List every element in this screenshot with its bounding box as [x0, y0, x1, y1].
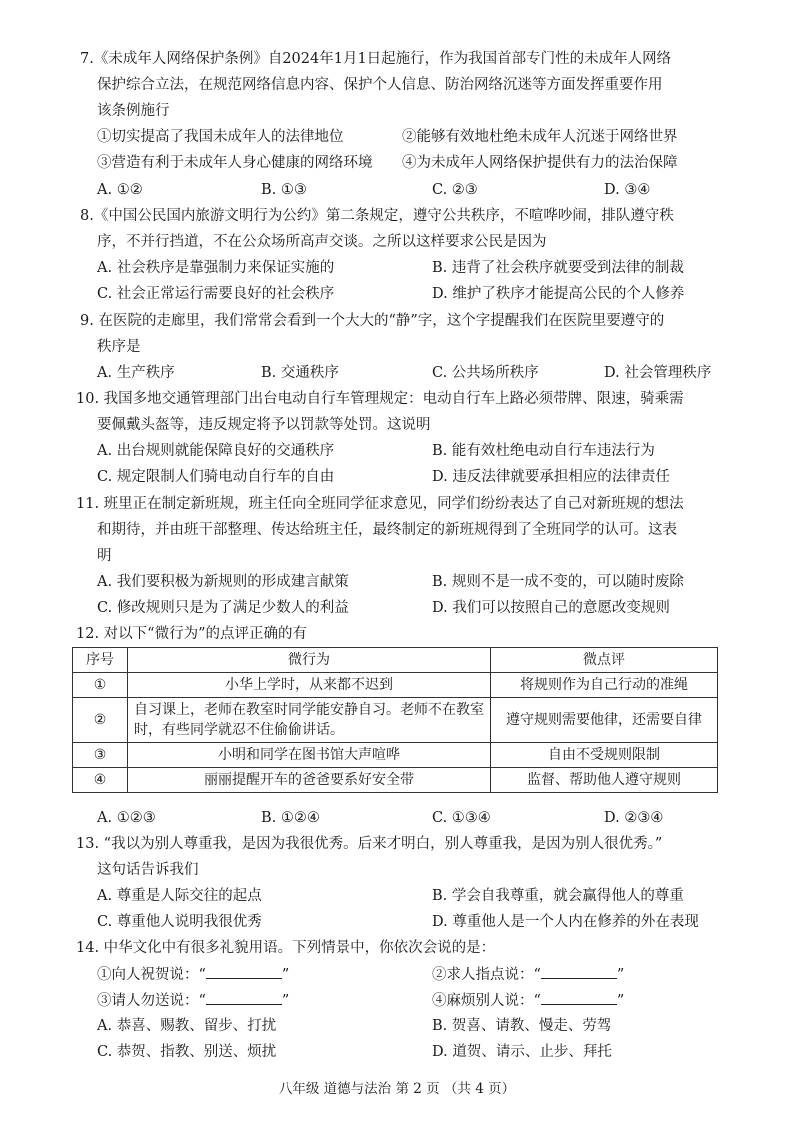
row-number: ① — [73, 673, 128, 698]
q10-option-d: D. 违反法律就要承担相应的法律责任 — [432, 469, 670, 485]
q10-stem-line-1: 10. 我国多地交通管理部门出台电动自行车管理规定：电动自行车上路必须带牌、限速，骑乘需 — [76, 391, 684, 407]
q7-option-d: D. ③④ — [604, 182, 651, 198]
table-row — [73, 673, 718, 698]
q10-option-a: A. 出台规则就能保障良好的交通秩序 — [97, 443, 335, 459]
q8-option-c: C. 社会正常运行需要良好的社会秩序 — [97, 286, 335, 302]
q12-header-comment: 微点评 — [491, 648, 718, 673]
q12-header-behavior: 微行为 — [128, 648, 491, 673]
q7-option-b: B. ①③ — [261, 182, 307, 198]
q14-stem: 14. 中华文化中有很多礼貌用语。下列情景中，你依次会说的是： — [76, 940, 496, 956]
table-row — [73, 698, 718, 743]
q9-option-d: D. 社会管理秩序 — [604, 365, 712, 381]
q14-prompt-3-text: ③请人勿送说：“ — [97, 993, 206, 1009]
q11-stem-line-2: 和期待，并由班干部整理、传达给班主任，最终制定的新班规得到了全班同学的认可。这表 — [97, 522, 677, 538]
q7-option-a: A. ①② — [97, 182, 143, 198]
row-number: ④ — [73, 768, 128, 793]
q11-stem-line-1: 11. 班里正在制定新班规，班主任向全班同学征求意见，同学们纷纷表达了自己对新班规的想法 — [76, 496, 684, 512]
q7-option-c: C. ②③ — [432, 182, 478, 198]
q12-option-b: B. ①②④ — [261, 810, 320, 826]
q8-option-b: B. 违背了社会秩序就要受到法律的制裁 — [432, 260, 684, 276]
q10-option-c: C. 规定限制人们骑电动自行车的自由 — [97, 469, 335, 485]
q9-stem-line-2: 秩序是 — [97, 339, 141, 355]
q10-stem-line-2: 要佩戴头盔等，违反规定将予以罚款等处罚。这说明 — [97, 417, 431, 433]
q8-stem-line-2: 序，不并行挡道，不在公众场所高声交谈。之所以这样要求公民是因为 — [97, 234, 547, 250]
q7-item-1: ①切实提高了我国未成年人的法律地位 — [97, 129, 344, 145]
q10-option-b: B. 能有效杜绝电动自行车违法行为 — [432, 443, 655, 459]
q8-option-a: A. 社会秩序是靠强制力来保证实施的 — [97, 260, 335, 276]
q8-stem-line-1: 8.《中国公民国内旅游文明行为公约》第二条规定，遵守公共秩序，不喧哗吵闹，排队遵守秩 — [80, 208, 674, 224]
q14-option-b: B. 贺喜、请教、慢走、劳驾 — [432, 1018, 612, 1034]
q14-prompt-3 — [97, 990, 289, 1011]
q14-prompt-4-text: ④麻烦别人说：“ — [432, 993, 541, 1009]
answer-blank — [206, 990, 282, 1005]
close-quote: ” — [281, 993, 290, 1009]
q12-table — [72, 647, 718, 793]
q7-stem-line-2: 保护综合立法，在规范网络信息内容、保护个人信息、防治网络沉迷等方面发挥重要作用 — [97, 77, 663, 93]
q7-item-2: ②能够有效地杜绝未成年人沉迷于网络世界 — [402, 129, 678, 145]
q7-item-4: ④为未成年人网络保护提供有力的法治保障 — [402, 155, 678, 171]
row-comment: 遵守规则需要他律，还需要自律 — [491, 698, 718, 743]
row-behavior: 丽丽提醒开车的爸爸要系好安全带 — [128, 768, 491, 793]
close-quote: ” — [281, 967, 290, 983]
row-behavior: 小华上学时，从来都不迟到 — [128, 673, 491, 698]
q14-prompt-2 — [432, 964, 624, 985]
q9-stem-line-1: 9. 在医院的走廊里，我们常常会看到一个大大的“静”字，这个字提醒我们在医院里要遵守的 — [80, 313, 665, 329]
close-quote: ” — [616, 967, 625, 983]
q12-header-number: 序号 — [73, 648, 128, 673]
q7-stem-line-1: 7.《未成年人网络保护条例》自2024年1月1日起施行，作为我国首部专门性的未成年人网络 — [80, 51, 672, 67]
q13-option-c: C. 尊重他人说明我很优秀 — [97, 914, 262, 930]
answer-blank — [541, 964, 617, 979]
q14-prompt-1 — [97, 964, 289, 985]
q9-option-a: A. 生产秩序 — [97, 365, 175, 381]
q13-option-b: B. 学会自我尊重，就会赢得他人的尊重 — [432, 888, 684, 904]
q11-option-a: A. 我们要积极为新规则的形成建言献策 — [97, 574, 349, 590]
q11-option-d: D. 我们可以按照自己的意愿改变规则 — [432, 600, 670, 616]
q12-option-d: D. ②③④ — [604, 810, 664, 826]
q9-option-c: C. 公共场所秩序 — [432, 365, 539, 381]
q12-option-a: A. ①②③ — [97, 810, 156, 826]
close-quote: ” — [616, 993, 625, 1009]
row-comment: 监督、帮助他人遵守规则 — [491, 768, 718, 793]
q14-option-d: D. 道贺、请示、止步、拜托 — [432, 1044, 612, 1060]
q13-stem-line-1: 13. “我以为别人尊重我，是因为我很优秀。后来才明白，别人尊重我，是因为别人很优秀。” — [76, 836, 663, 852]
q12-table-header — [73, 648, 718, 673]
q13-stem-line-2: 这句话告诉我们 — [97, 862, 199, 878]
row-number: ② — [73, 698, 128, 743]
answer-blank — [206, 964, 282, 979]
q14-option-a: A. 恭喜、赐教、留步、打扰 — [97, 1018, 277, 1034]
row-comment: 自由不受规则限制 — [491, 743, 718, 768]
q11-option-c: C. 修改规则只是为了满足少数人的利益 — [97, 600, 349, 616]
row-behavior: 小明和同学在图书馆大声喧哗 — [128, 743, 491, 768]
q7-item-3: ③营造有利于未成年人身心健康的网络环境 — [97, 155, 373, 171]
q7-stem-line-3: 该条例施行 — [97, 103, 170, 119]
q13-option-a: A. 尊重是人际交往的起点 — [97, 888, 262, 904]
row-number: ③ — [73, 743, 128, 768]
q14-prompt-1-text: ①向人祝贺说：“ — [97, 967, 206, 983]
q12-option-c: C. ①③④ — [432, 810, 491, 826]
q8-option-d: D. 维护了秩序才能提高公民的个人修养 — [432, 286, 685, 302]
q14-prompt-4 — [432, 990, 624, 1011]
q13-option-d: D. 尊重他人是一个人内在修养的外在表现 — [432, 914, 699, 930]
q11-stem-line-3: 明 — [97, 548, 112, 564]
q12-stem: 12. 对以下“微行为”的点评正确的有 — [76, 626, 307, 642]
page-footer: 八年级 道德与法治 第 2 页 （共 4 页） — [278, 1081, 516, 1097]
q14-prompt-2-text: ②求人指点说：“ — [432, 967, 541, 983]
table-row — [73, 743, 718, 768]
answer-blank — [541, 990, 617, 1005]
q11-option-b: B. 规则不是一成不变的，可以随时废除 — [432, 574, 684, 590]
q9-option-b: B. 交通秩序 — [261, 365, 339, 381]
row-comment: 将规则作为自己行动的准绳 — [491, 673, 718, 698]
table-row — [73, 768, 718, 793]
row-behavior: 自习课上，老师在教室时同学能安静自习。老师不在教室时，有些同学就忍不住偷偷讲话。 — [128, 698, 491, 743]
q14-option-c: C. 恭贺、指教、别送、烦扰 — [97, 1044, 277, 1060]
